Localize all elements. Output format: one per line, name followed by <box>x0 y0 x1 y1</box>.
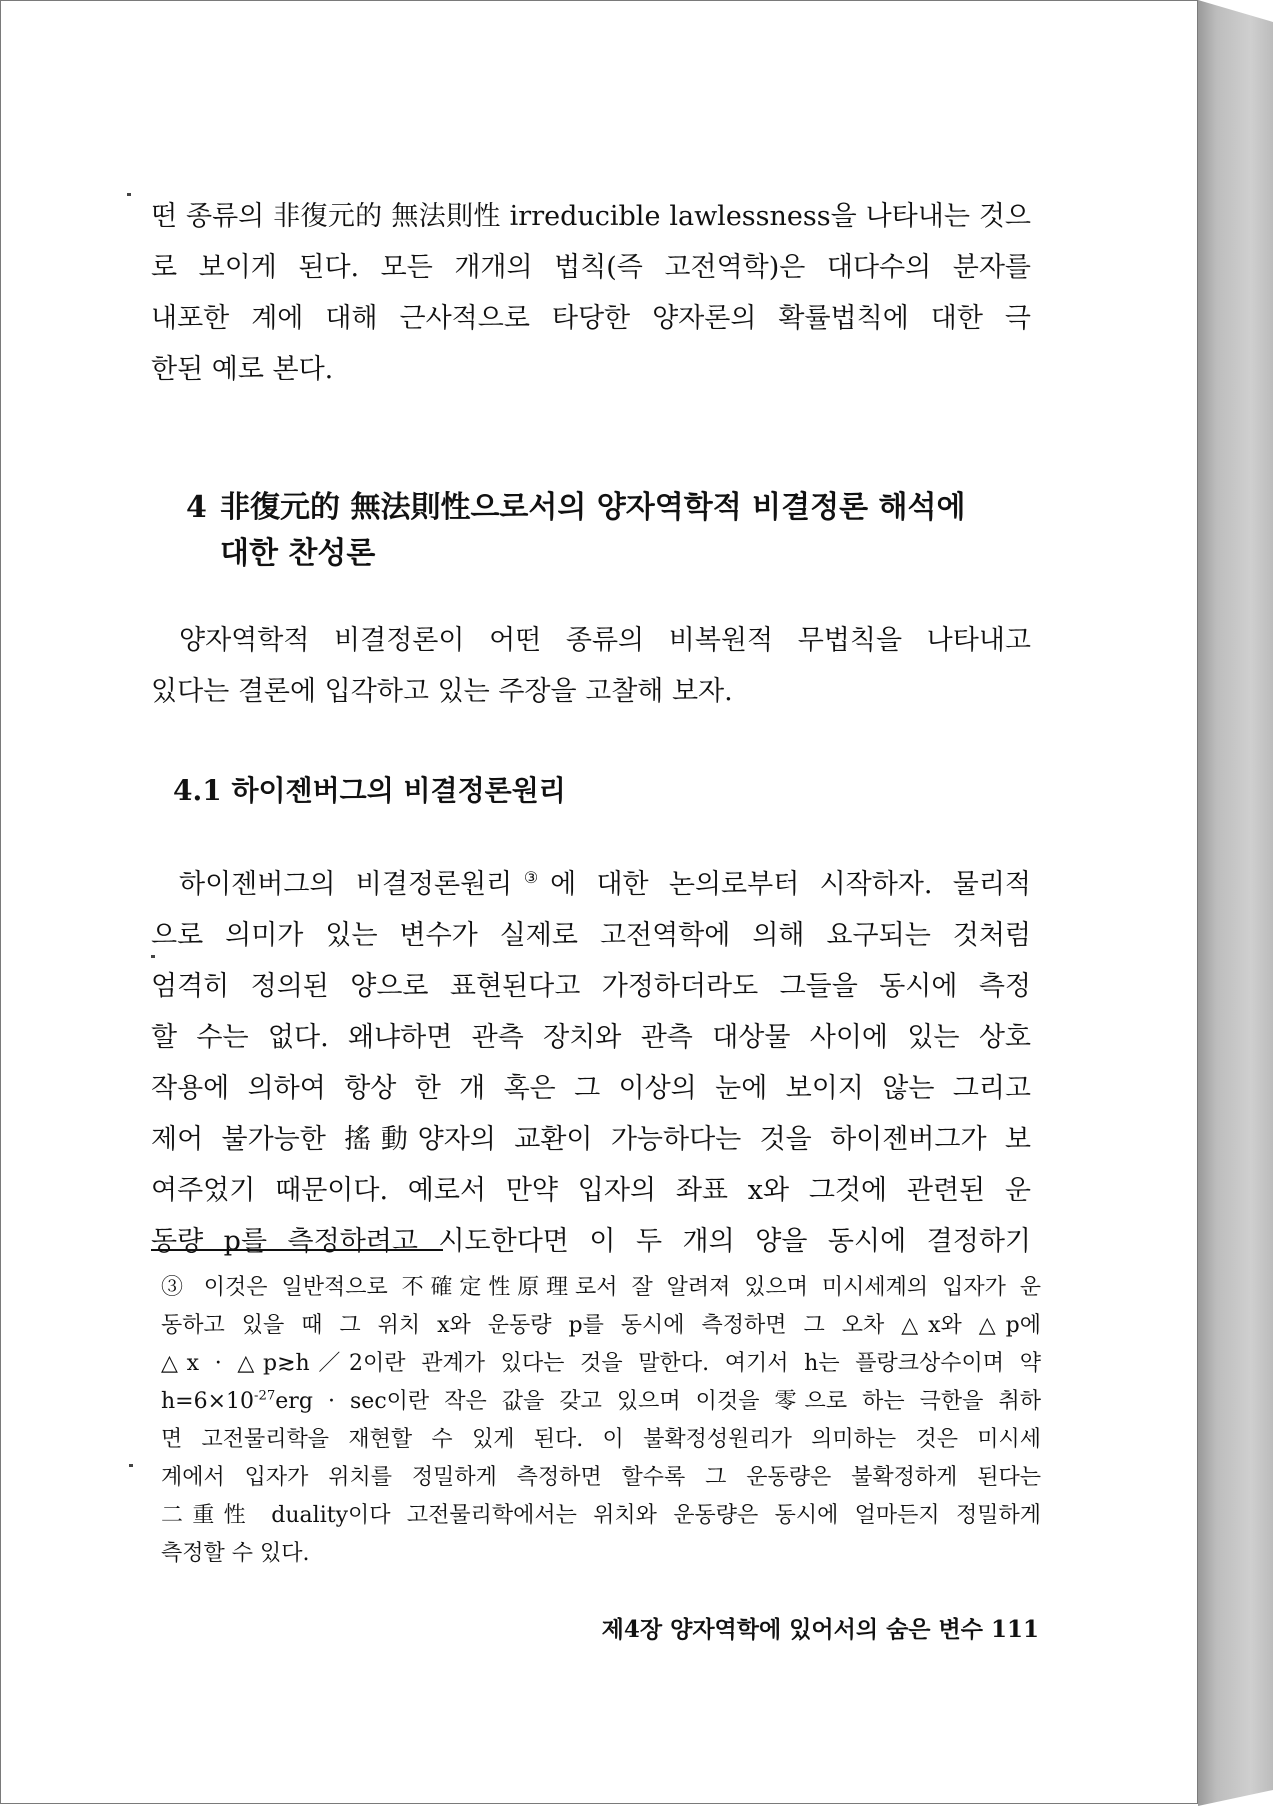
footnote-text: h=6×10 <box>161 1389 255 1414</box>
section-line: 양자역학적 비결정론이 어떤 종류의 비복원적 무법칙을 나타내고 <box>179 625 1031 656</box>
intro-line: 내포한 계에 대해 근사적으로 타당한 양자론의 확률법칙에 대한 극 <box>151 303 1031 334</box>
footnote-line: △x · △p≳h／2이란 관계가 있다는 것을 말한다. 여기서 h는 플랑크상수이며 약 <box>161 1351 1041 1376</box>
main-line: 여주었기 때문이다. 예로서 만약 입자의 좌표 x와 그것에 관련된 운 <box>151 1175 1031 1206</box>
footnote <box>161 1269 1041 1573</box>
exponent: -27 <box>254 1388 276 1404</box>
main-line-text: 하이젠버그의 비결정론원리 <box>179 869 513 900</box>
main-line: 제어 불가능한 搖動양자의 교환이 가능하다는 것을 하이젠버그가 보 <box>151 1124 1031 1155</box>
main-line: 할 수는 없다. 왜냐하면 관측 장치와 관측 대상물 사이에 있는 상호 <box>151 1022 1031 1053</box>
book-edge-shading <box>1198 0 1273 1806</box>
scan-speck <box>127 193 131 196</box>
section-paragraph <box>151 615 1031 717</box>
section-number: 4 <box>186 490 207 525</box>
intro-line: 떤 종류의 非復元的 無法則性 irreducible lawlessness을 나타내는 것으 <box>151 201 1031 232</box>
running-head: 제4장 양자역학에 있어서의 숨은 변수 <box>601 1616 983 1643</box>
page-footer <box>602 1611 1039 1644</box>
main-line: 엄격히 정의된 양으로 표현된다고 가정하더라도 그들을 동시에 측정 <box>151 971 1031 1002</box>
intro-line: 로 보이게 된다. 모든 개개의 법칙(즉 고전역학)은 대다수의 분자를 <box>151 252 1031 283</box>
footnote-line: 측정할 수 있다. <box>161 1541 310 1566</box>
main-line: 으로 의미가 있는 변수가 실제로 고전역학에 의해 요구되는 것처럼 <box>151 920 1031 951</box>
section-heading <box>186 485 1046 577</box>
footnote-text: erg · sec이란 작은 값을 갖고 있으며 이것을 零으로 하는 극한을 취하 <box>275 1389 1041 1414</box>
footnote-line <box>161 1383 1041 1421</box>
footnote-divider <box>151 1249 443 1251</box>
main-line: 동량 p를 측정하려고 시도한다면 이 두 개의 양을 동시에 결정하기 <box>151 1226 1031 1257</box>
page-number: 111 <box>990 1616 1039 1643</box>
intro-paragraph <box>151 191 1031 395</box>
footnote-line: 동하고 있을 때 그 위치 x와 운동량 p를 동시에 측정하면 그 오차 △x와 △p에 <box>161 1313 1041 1338</box>
subsection-heading: 4.1 하이젠버그의 비결정론원리 <box>173 774 566 807</box>
main-line: 작용에 의하여 항상 한 개 혹은 그 이상의 눈에 보이지 않는 그리고 <box>151 1073 1031 1104</box>
main-line-text: 에 대한 논의로부터 시작하자. 물리적 <box>550 869 1031 900</box>
scan-speck <box>129 1464 133 1467</box>
footnote-line: ③ 이것은 일반적으로 不確定性原理로서 잘 알려져 있으며 미시세계의 입자가 운 <box>161 1275 1041 1300</box>
section-title-line1: 非復元的 無法則性으로서의 양자역학적 비결정론 해석에 <box>220 490 966 525</box>
footnote-marker: ③ <box>512 868 551 887</box>
footnote-line: 계에서 입자가 위치를 정밀하게 측정하면 할수록 그 운동량은 불확정하게 된다는 <box>161 1465 1041 1490</box>
intro-line: 한된 예로 본다. <box>151 354 334 385</box>
main-paragraph <box>151 859 1031 1267</box>
footnote-line: 二重性 duality이다 고전물리학에서는 위치와 운동량은 동시에 얼마든지 정밀하게 <box>161 1503 1041 1528</box>
main-line-first <box>151 859 1031 910</box>
section-line: 있다는 결론에 입각하고 있는 주장을 고찰해 보자. <box>151 676 733 707</box>
footnote-line: 면 고전물리학을 재현할 수 있게 된다. 이 불확정성원리가 의미하는 것은 미시세 <box>161 1427 1041 1452</box>
section-title-line2: 대한 찬성론 <box>220 536 376 571</box>
